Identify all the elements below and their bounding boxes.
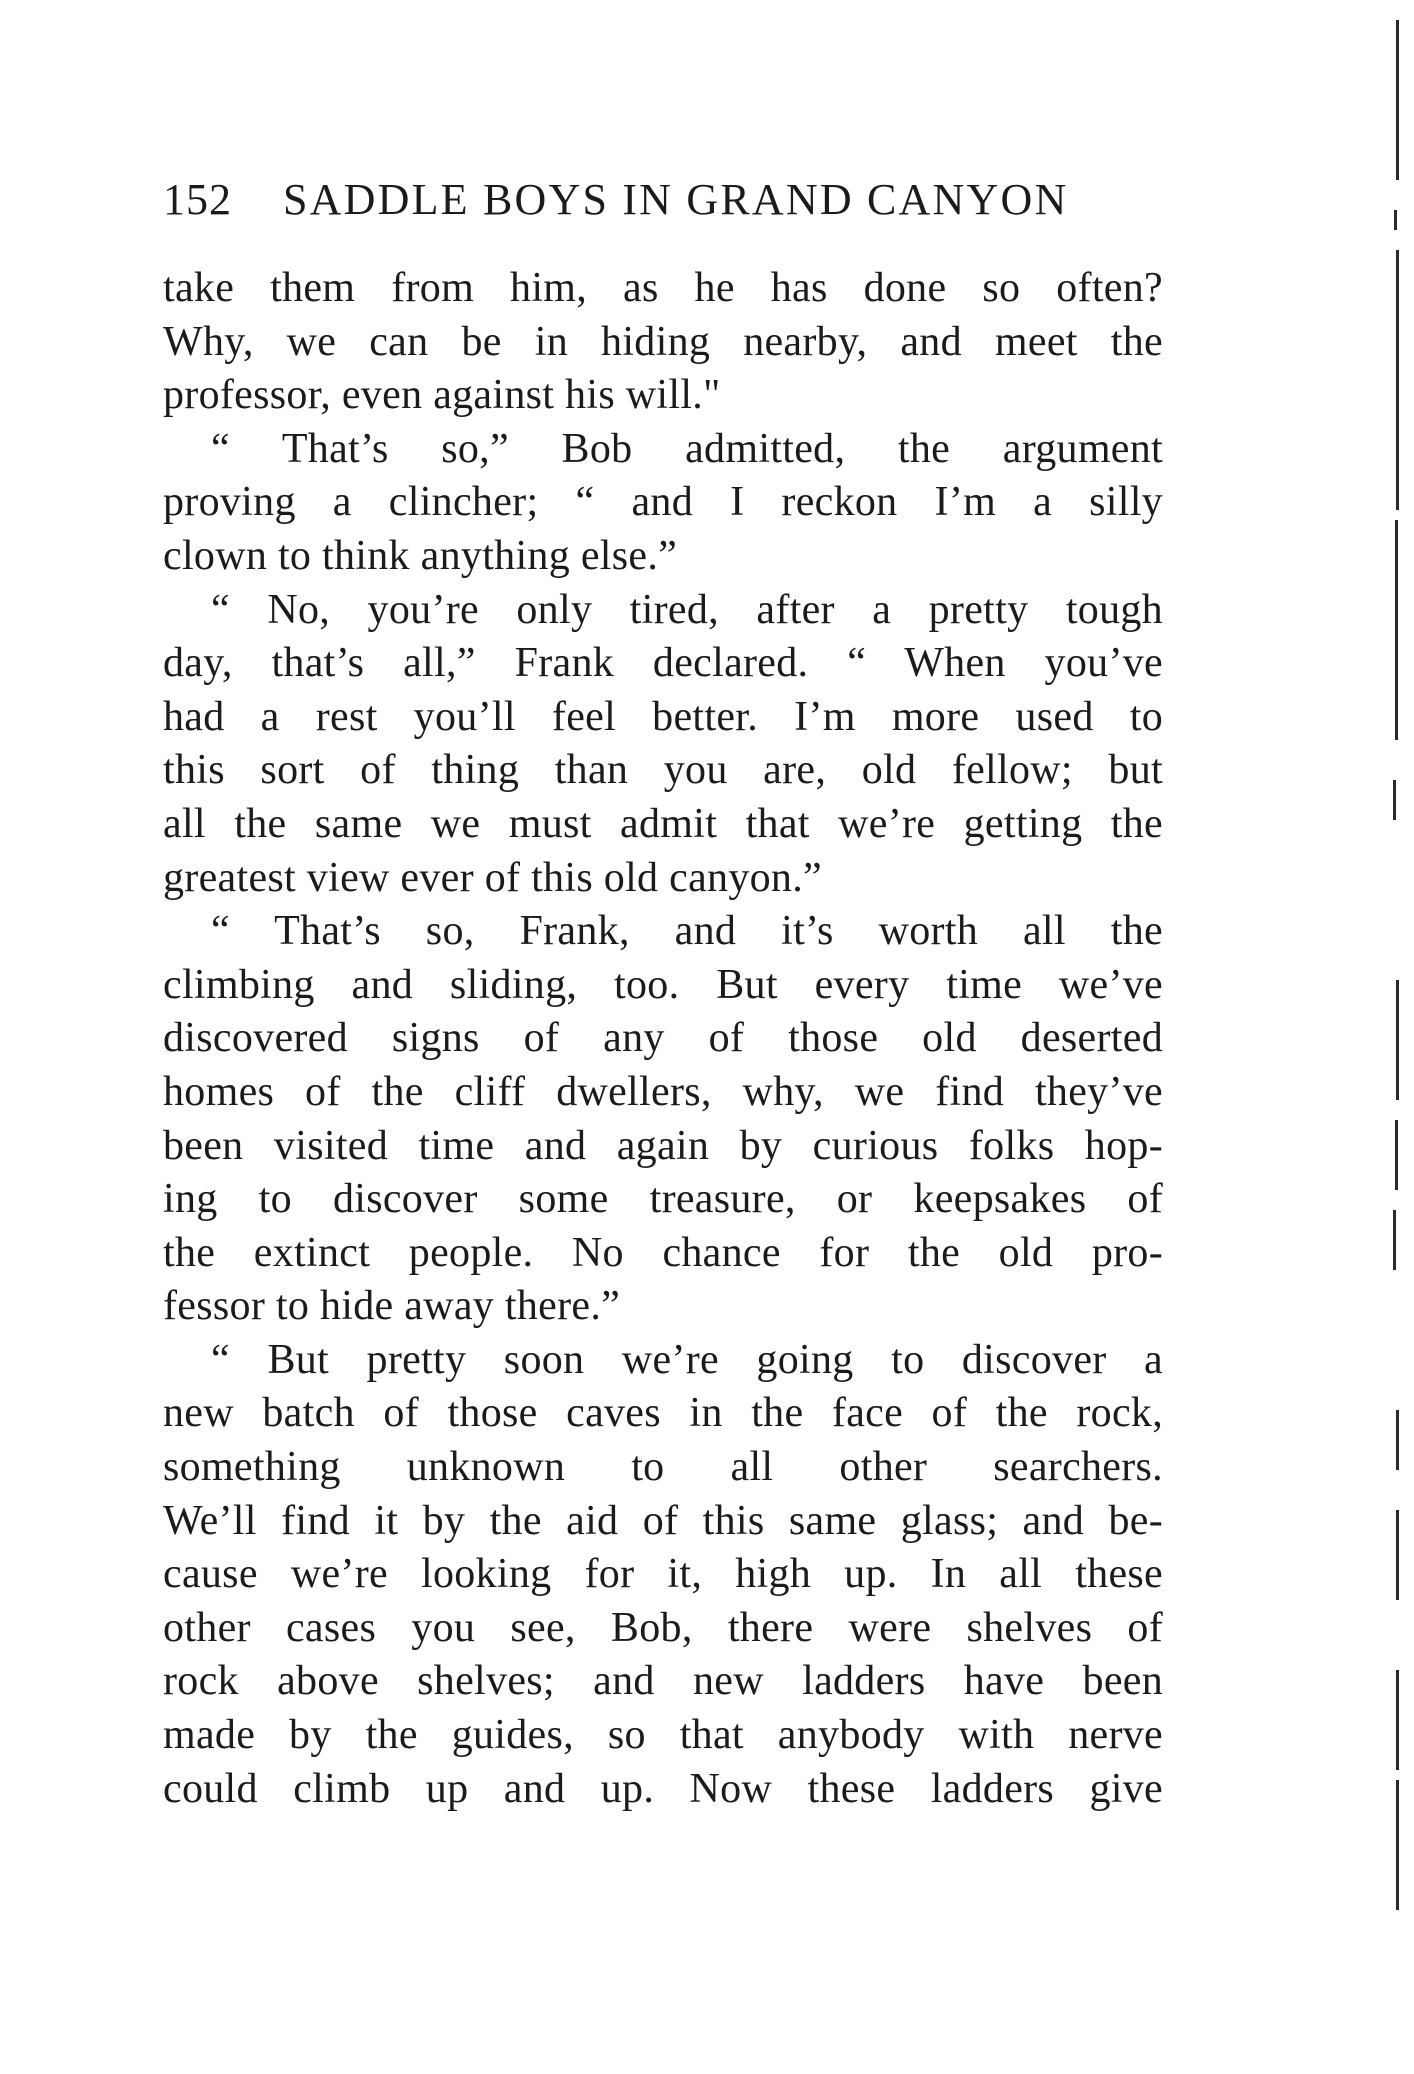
running-title: SADDLE BOYS IN GRAND CANYON bbox=[283, 175, 1069, 224]
text-line: rock above shelves; and new ladders have been bbox=[163, 1658, 1163, 1705]
text-line: cause we’re looking for it, high up. In all these bbox=[163, 1551, 1163, 1598]
scan-edge-segment bbox=[1394, 210, 1397, 230]
text-line: this sort of thing than you are, old fellow; but bbox=[163, 747, 1163, 794]
text-line: made by the guides, so that anybody with nerve bbox=[163, 1712, 1163, 1759]
text-line: homes of the cliff dwellers, why, we find they’ve bbox=[163, 1068, 1163, 1115]
scan-edge-segment bbox=[1396, 980, 1399, 1100]
text-line: “ But pretty soon we’re going to discover a bbox=[211, 1336, 1163, 1383]
text-line: professor, even against his will." bbox=[163, 372, 721, 419]
text-line: ing to discover some treasure, or keepsakes of bbox=[163, 1176, 1163, 1223]
text-line: could climb up and up. Now these ladders give bbox=[163, 1765, 1163, 1812]
scan-edge-segment bbox=[1396, 1670, 1399, 1770]
scan-edge-segment bbox=[1396, 1410, 1399, 1470]
text-line: “ That’s so, Frank, and it’s worth all the bbox=[211, 908, 1163, 955]
scan-edge-segment bbox=[1393, 780, 1396, 820]
text-line: discovered signs of any of those old deserted bbox=[163, 1015, 1163, 1062]
text-line: been visited time and again by curious folks hop- bbox=[163, 1122, 1163, 1169]
text-line: “ No, you’re only tired, after a pretty tough bbox=[211, 586, 1163, 633]
scan-edge-segment bbox=[1396, 1780, 1399, 1910]
text-line: something unknown to all other searchers. bbox=[163, 1444, 1163, 1491]
scan-edge-artifact bbox=[1396, 20, 1400, 2050]
text-line: day, that’s all,” Frank declared. “ When you’ve bbox=[163, 640, 1163, 687]
scan-edge-segment bbox=[1396, 20, 1399, 180]
page-number: 152 bbox=[163, 175, 232, 224]
scan-edge-segment bbox=[1395, 1120, 1398, 1190]
body-text bbox=[163, 262, 1163, 1816]
scan-edge-segment bbox=[1393, 1210, 1396, 1270]
scan-edge-segment bbox=[1395, 520, 1398, 740]
scan-edge-segment bbox=[1396, 250, 1399, 510]
text-line: the extinct people. No chance for the old pro- bbox=[163, 1229, 1163, 1276]
text-line: had a rest you’ll feel better. I’m more used to bbox=[163, 693, 1163, 740]
text-line: take them from him, as he has done so often? bbox=[163, 265, 1163, 311]
text-line: climbing and sliding, too. But every time we’ve bbox=[163, 961, 1163, 1008]
text-line: all the same we must admit that we’re getting the bbox=[163, 800, 1163, 847]
text-line: greatest view ever of this old canyon.” bbox=[163, 854, 822, 901]
text-line: proving a clincher; “ and I reckon I’m a silly bbox=[163, 479, 1163, 526]
text-line: “ That’s so,” Bob admitted, the argument bbox=[211, 425, 1163, 472]
text-line: other cases you see, Bob, there were shelves of bbox=[163, 1604, 1163, 1651]
running-head bbox=[163, 172, 1163, 228]
text-line: We’ll find it by the aid of this same glass; and be- bbox=[163, 1497, 1163, 1544]
text-line: Why, we can be in hiding nearby, and meet the bbox=[163, 318, 1163, 365]
text-line: fessor to hide away there.” bbox=[163, 1283, 621, 1330]
text-line: new batch of those caves in the face of the rock, bbox=[163, 1390, 1163, 1437]
text-line: clown to think anything else.” bbox=[163, 532, 678, 579]
scan-edge-segment bbox=[1396, 1510, 1399, 1600]
